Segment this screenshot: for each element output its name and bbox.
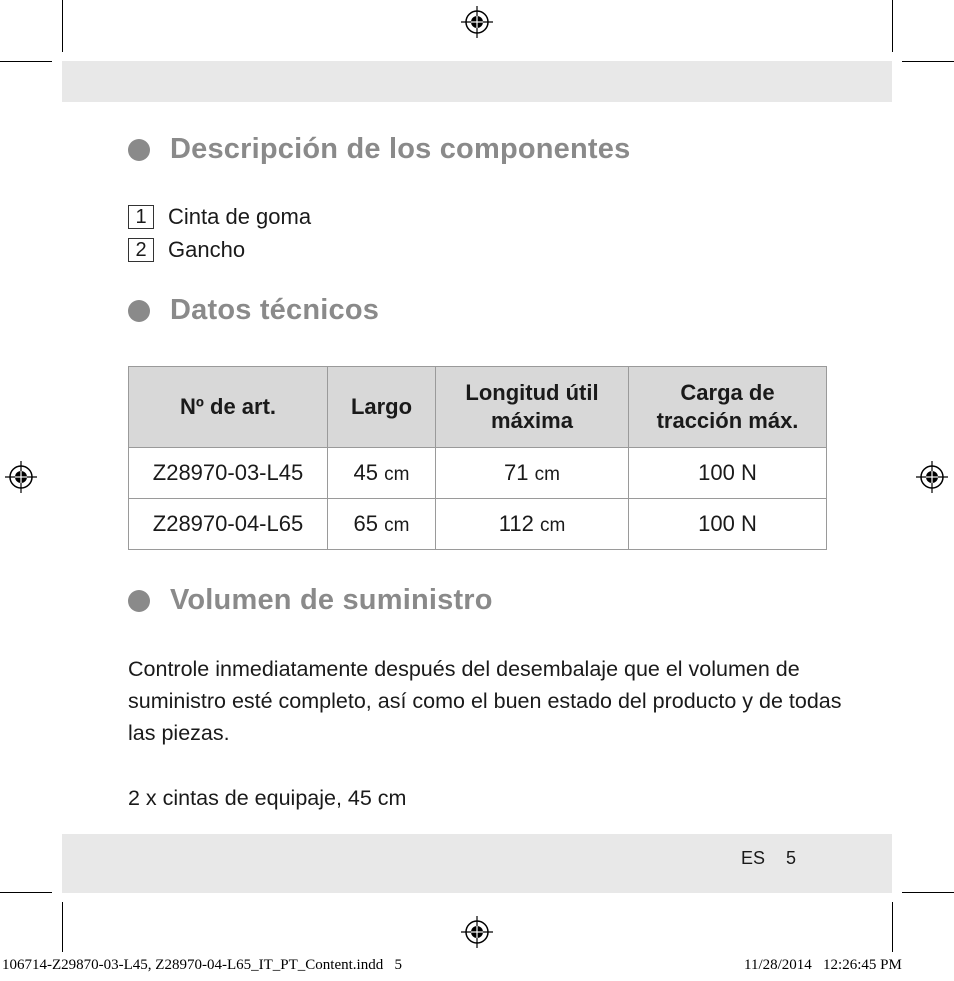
footer-band xyxy=(62,834,892,893)
technical-heading xyxy=(128,294,379,327)
bullet-icon xyxy=(128,590,150,612)
supply-item: 2 x cintas de equipaje, 45 cm xyxy=(128,786,407,810)
cell-longitud: 71 cm xyxy=(436,448,629,499)
technical-table xyxy=(128,366,827,550)
component-number: 1 xyxy=(128,205,154,229)
table-header-row xyxy=(129,367,827,448)
header-largo: Largo xyxy=(328,367,436,448)
header-carga: Carga de tracción máx. xyxy=(629,367,827,448)
registration-mark-icon xyxy=(461,6,493,38)
crop-mark xyxy=(892,0,893,52)
header-art: Nº de art. xyxy=(129,367,328,448)
registration-mark-icon xyxy=(461,916,493,948)
crop-mark xyxy=(902,61,954,62)
components-heading xyxy=(128,133,630,166)
cell-carga: 100 N xyxy=(629,499,827,550)
header-longitud: Longitud útil máxima xyxy=(436,367,629,448)
slug-filename: 106714-Z29870-03-L45, Z28970-04-L65_IT_PT_Content.indd 5 xyxy=(2,957,402,973)
component-number: 2 xyxy=(128,238,154,262)
component-label: Cinta de goma xyxy=(168,204,312,229)
supply-heading xyxy=(128,584,493,617)
cell-largo: 45 cm xyxy=(328,448,436,499)
technical-title: Datos técnicos xyxy=(170,294,380,326)
cell-longitud: 112 cm xyxy=(436,499,629,550)
crop-mark xyxy=(0,61,52,62)
footer-language: ES xyxy=(741,848,766,868)
components-title: Descripción de los componentes xyxy=(170,133,631,165)
registration-mark-icon xyxy=(916,461,948,493)
header-band xyxy=(62,61,892,102)
supply-paragraph: Controle inmediatamente después del desembalaje que el volumen de suministro esté completo, así como el buen estado del producto y de todas las piezas. xyxy=(128,657,842,745)
bullet-icon xyxy=(128,139,150,161)
crop-mark xyxy=(902,892,954,893)
component-item xyxy=(128,237,245,263)
table-row xyxy=(129,499,827,550)
supply-title: Volumen de suministro xyxy=(170,584,493,616)
crop-mark xyxy=(892,902,893,952)
crop-mark xyxy=(62,902,63,952)
crop-mark xyxy=(0,892,52,893)
table-row xyxy=(129,448,827,499)
crop-mark xyxy=(62,0,63,52)
footer-page-number: 5 xyxy=(786,848,797,868)
bullet-icon xyxy=(128,300,150,322)
cell-art: Z28970-04-L65 xyxy=(129,499,328,550)
cell-art: Z28970-03-L45 xyxy=(129,448,328,499)
cell-largo: 65 cm xyxy=(328,499,436,550)
component-item xyxy=(128,204,311,230)
component-label: Gancho xyxy=(168,237,246,262)
cell-carga: 100 N xyxy=(629,448,827,499)
registration-mark-icon xyxy=(5,461,37,493)
slug-datetime: 11/28/2014 12:26:45 PM xyxy=(744,957,902,973)
